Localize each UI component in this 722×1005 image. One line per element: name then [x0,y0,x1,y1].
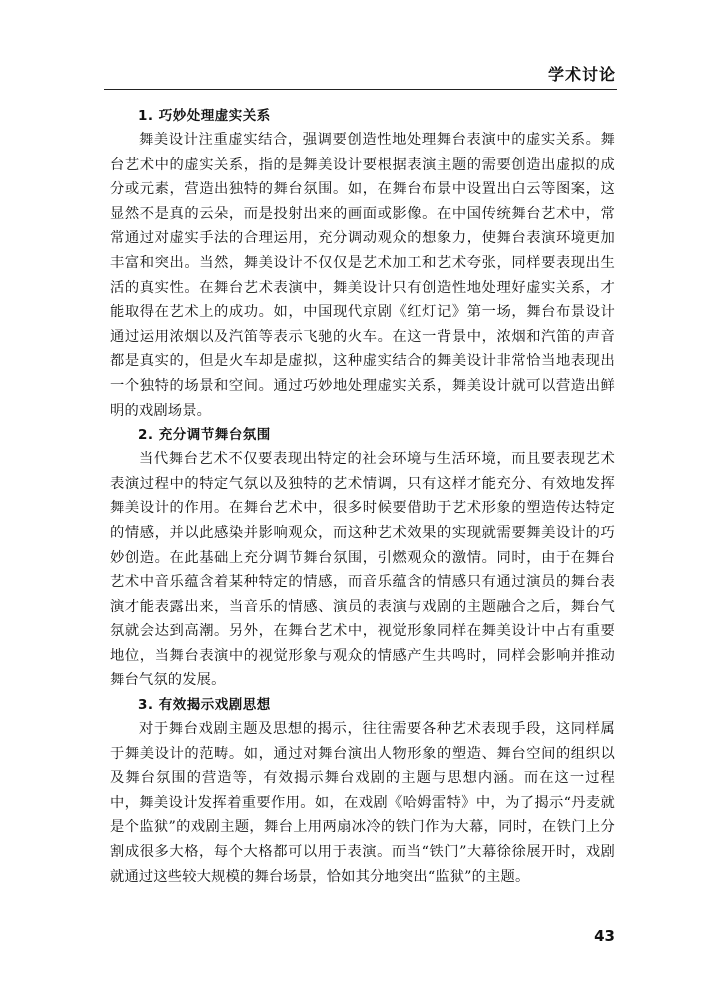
section-heading: 3. 有效揭示戏剧思想 [138,697,271,714]
section-heading: 2. 充分调节舞台氛围 [138,427,271,444]
section-heading: 1. 巧妙处理虚实关系 [138,108,271,124]
paragraph: 当代舞台艺术不仅要表现出特定的社会环境与生活环境，而且要表现艺术表演过程中的特定气氛以及独特的艺术情调，只有这样才能充分、有效地发挥舞美设计的作用。在舞台艺术中，很多时候要借助于艺术形象的塑造传达特定的情感，并以此感染并影响观众，而这种艺术效果的实现就需要舞美设计的巧妙创造。在此基础上充分调节舞台氛围，引燃观众的激情。同时，由于在舞台艺术中音乐蕴含着某种特定的情感，而音乐蕴含的情感只有通过演员的舞台表演才能表露出来，当音乐的情感、演员的表演与戏剧的主题融合之后，舞台气氛就会达到高潮。另外，在舞台艺术中，视觉形象同样在舞美设计中占有重要地位，当舞台表演中的视觉形象与观众的情感产生共鸣时，同样会影响并推动舞台气氛的发展。 [110,451,615,689]
section-2 [110,423,615,693]
header-rule [104,89,617,90]
paragraph: 对于舞台戏剧主题及思想的揭示，往往需要各种艺术表现手段，这同样属于舞美设计的范畴。如，通过对舞台演出人物形象的塑造、舞台空间的组织以及舞台氛围的营造等，有效揭示舞台戏剧的主题与思想内涵。而在这一过程中，舞美设计发挥着重要作用。如，在戏剧《哈姆雷特》中，为了揭示“丹麦就是个监狱”的戏剧主题，舞台上用两扇冰冷的铁门作为大幕，同时，在铁门上分割成很多大格，每个大格都可以用于表演。而当“铁门”大幕徐徐展开时，戏剧就通过这些较大规模的舞台场景，恰如其分地突出“监狱”的主题。 [110,721,615,885]
section-label: 学术讨论 [547,65,616,84]
page-number: 43 [594,927,615,945]
section-1 [110,104,615,423]
paragraph: 舞美设计注重虚实结合，强调要创造性地处理舞台表演中的虚实关系。舞台艺术中的虚实关系，指的是舞美设计要根据表演主题的需要创造出虚拟的成分或元素，营造出独特的舞台氛围。如，在舞台布景中设置出白云等图案，这显然不是真的云朵，而是投射出来的画面或影像。在中国传统舞台艺术中，常常通过对虚实手法的合理运用，充分调动观众的想象力，使舞台表演环境更加丰富和突出。当然，舞美设计不仅仅是艺术加工和艺术夸张，同样要表现出生活的真实性。在舞台艺术表演中，舞美设计只有创造性地处理好虚实关系，才能取得在艺术上的成功。如，中国现代京剧《红灯记》第一场，舞台布景设计通过运用浓烟以及汽笛等表示飞驰的火车。在这一背景中，浓烟和汽笛的声音都是真实的，但是火车却是虚拟，这种虚实结合的舞美设计非常恰当地表现出一个独特的场景和空间。通过巧妙地处理虚实关系，舞美设计就可以营造出鲜明的戏剧场景。 [110,132,615,419]
article-body [110,104,615,889]
section-3 [110,693,615,889]
